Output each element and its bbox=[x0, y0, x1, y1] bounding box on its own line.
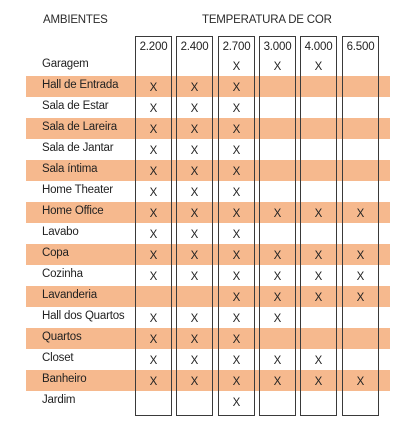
mark-x: X bbox=[149, 355, 158, 367]
mark-x: X bbox=[190, 187, 199, 199]
mark-x: X bbox=[273, 271, 282, 283]
mark-x: X bbox=[149, 82, 158, 94]
room-name: Garagem bbox=[42, 58, 89, 70]
room-name: Home Theater bbox=[42, 184, 113, 196]
column-header: 6.500 bbox=[346, 41, 375, 53]
mark-x: X bbox=[149, 208, 158, 220]
mark-x: X bbox=[190, 145, 199, 157]
mark-x: X bbox=[190, 271, 199, 283]
mark-x: X bbox=[190, 334, 199, 346]
mark-x: X bbox=[232, 271, 241, 283]
mark-x: X bbox=[232, 187, 241, 199]
mark-x: X bbox=[314, 61, 323, 73]
mark-x: X bbox=[314, 271, 323, 283]
mark-x: X bbox=[232, 229, 241, 241]
mark-x: X bbox=[149, 145, 158, 157]
mark-x: X bbox=[149, 166, 158, 178]
mark-x: X bbox=[314, 376, 323, 388]
room-name: Hall de Entrada bbox=[42, 79, 119, 91]
header-temperatura-de-cor: TEMPERATURA DE COR bbox=[202, 14, 332, 26]
mark-x: X bbox=[232, 124, 241, 136]
mark-x: X bbox=[314, 292, 323, 304]
room-name: Quartos bbox=[42, 331, 82, 343]
room-name: Closet bbox=[42, 352, 74, 364]
mark-x: X bbox=[149, 376, 158, 388]
mark-x: X bbox=[273, 208, 282, 220]
mark-x: X bbox=[149, 229, 158, 241]
mark-x: X bbox=[190, 355, 199, 367]
mark-x: X bbox=[314, 208, 323, 220]
mark-x: X bbox=[190, 208, 199, 220]
column-header: 3.000 bbox=[263, 41, 292, 53]
room-name: Lavabo bbox=[42, 226, 79, 238]
mark-x: X bbox=[356, 208, 365, 220]
mark-x: X bbox=[273, 376, 282, 388]
mark-x: X bbox=[356, 250, 365, 262]
mark-x: X bbox=[356, 376, 365, 388]
mark-x: X bbox=[149, 124, 158, 136]
mark-x: X bbox=[190, 376, 199, 388]
room-name: Hall dos Quartos bbox=[42, 310, 125, 322]
mark-x: X bbox=[232, 61, 241, 73]
mark-x: X bbox=[232, 103, 241, 115]
mark-x: X bbox=[232, 355, 241, 367]
mark-x: X bbox=[314, 355, 323, 367]
mark-x: X bbox=[232, 292, 241, 304]
mark-x: X bbox=[190, 229, 199, 241]
mark-x: X bbox=[273, 61, 282, 73]
mark-x: X bbox=[232, 82, 241, 94]
mark-x: X bbox=[149, 250, 158, 262]
temperature-column bbox=[342, 36, 379, 416]
room-name: Jardim bbox=[42, 394, 76, 406]
room-name: Sala de Jantar bbox=[42, 142, 114, 154]
mark-x: X bbox=[149, 271, 158, 283]
mark-x: X bbox=[232, 145, 241, 157]
mark-x: X bbox=[273, 292, 282, 304]
column-header: 2.400 bbox=[180, 41, 209, 53]
column-header: 2.700 bbox=[222, 41, 251, 53]
room-name: Home Office bbox=[42, 205, 104, 217]
mark-x: X bbox=[273, 250, 282, 262]
mark-x: X bbox=[232, 376, 241, 388]
room-name: Sala íntima bbox=[42, 163, 98, 175]
room-name: Cozinha bbox=[42, 268, 83, 280]
mark-x: X bbox=[273, 355, 282, 367]
mark-x: X bbox=[232, 250, 241, 262]
mark-x: X bbox=[273, 313, 282, 325]
room-name: Copa bbox=[42, 247, 69, 259]
mark-x: X bbox=[232, 208, 241, 220]
column-header: 4.000 bbox=[304, 41, 333, 53]
header-ambientes: AMBIENTES bbox=[43, 14, 108, 26]
mark-x: X bbox=[190, 313, 199, 325]
room-name: Lavanderia bbox=[42, 289, 97, 301]
mark-x: X bbox=[356, 271, 365, 283]
room-name: Sala de Lareira bbox=[42, 121, 117, 133]
mark-x: X bbox=[149, 313, 158, 325]
mark-x: X bbox=[190, 82, 199, 94]
mark-x: X bbox=[149, 103, 158, 115]
mark-x: X bbox=[149, 334, 158, 346]
mark-x: X bbox=[190, 250, 199, 262]
mark-x: X bbox=[356, 292, 365, 304]
mark-x: X bbox=[314, 250, 323, 262]
room-name: Banheiro bbox=[42, 373, 87, 385]
room-name: Sala de Estar bbox=[42, 100, 109, 112]
mark-x: X bbox=[232, 397, 241, 409]
mark-x: X bbox=[232, 313, 241, 325]
mark-x: X bbox=[190, 166, 199, 178]
column-header: 2.200 bbox=[139, 41, 168, 53]
mark-x: X bbox=[232, 166, 241, 178]
mark-x: X bbox=[190, 103, 199, 115]
mark-x: X bbox=[232, 334, 241, 346]
mark-x: X bbox=[149, 187, 158, 199]
mark-x: X bbox=[190, 124, 199, 136]
